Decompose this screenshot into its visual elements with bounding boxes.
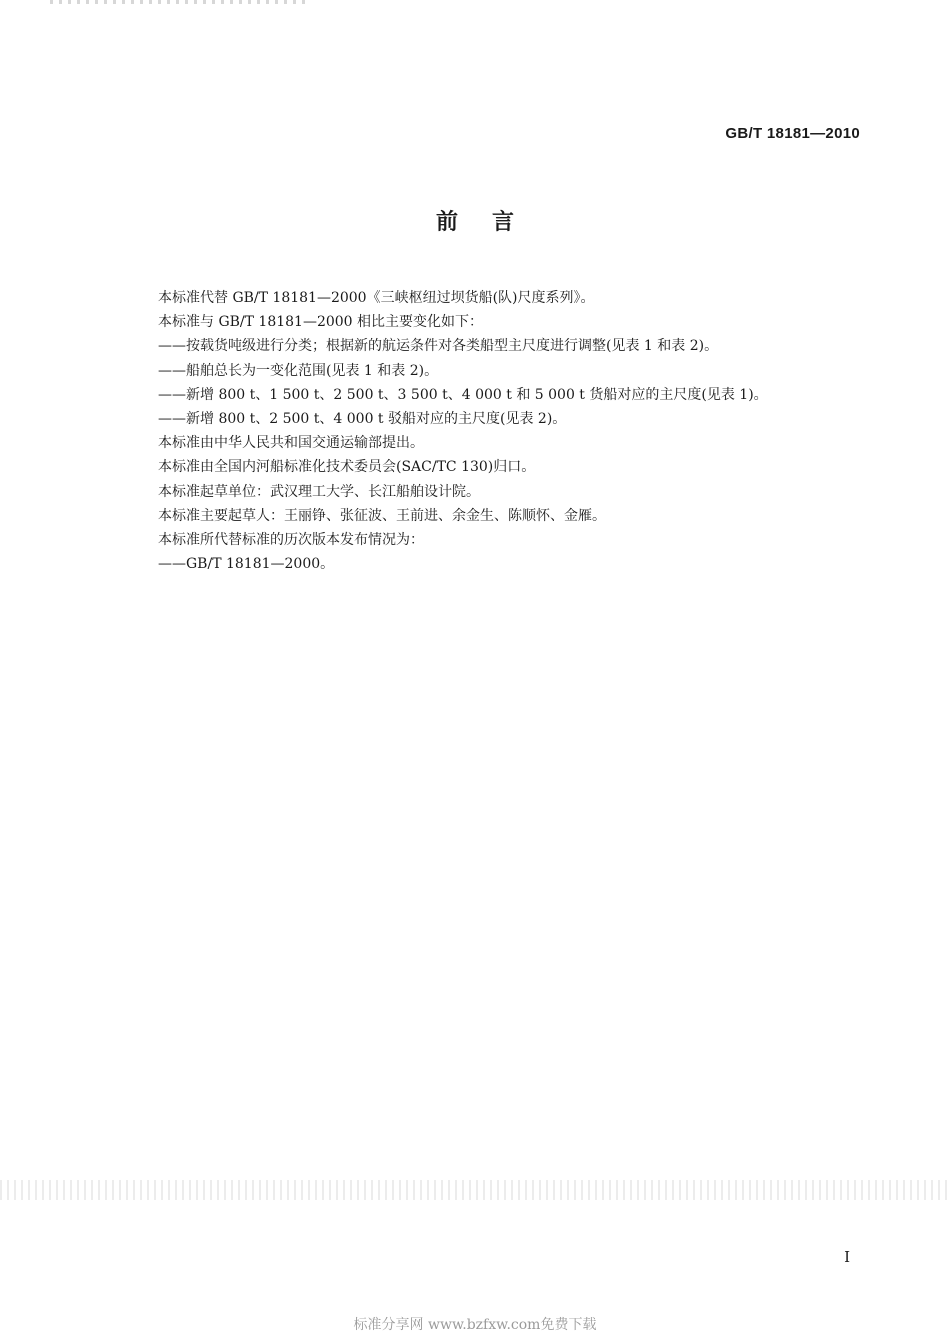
list-item-change-4: ——新增 800 t、2 500 t、4 000 t 驳船对应的主尺度(见表 2)。 xyxy=(158,411,567,428)
list-item-change-2: ——船舶总长为一变化范围(见表 1 和表 2)。 xyxy=(158,362,439,379)
list-item-change-3: ——新增 800 t、1 500 t、2 500 t、3 500 t、4 000 t 和 5 000 t 货船对应的主尺度(见表 1)。 xyxy=(158,386,768,403)
paragraph-history-intro: 本标准所代替标准的历次版本发布情况为： xyxy=(158,532,424,549)
paragraph-drafting-units: 本标准起草单位：武汉理工大学、长江船舶设计院。 xyxy=(158,483,480,500)
standard-code: GB/T 18181—2010 xyxy=(725,125,860,142)
watermark-text: 标准分享网 www.bzfxw.com免费下载 xyxy=(353,1317,597,1333)
paragraph-proposed-by: 本标准由中华人民共和国交通运输部提出。 xyxy=(158,435,424,452)
list-item-history-1: ——GB/T 18181—2000。 xyxy=(158,556,335,573)
scan-noise-band xyxy=(0,1180,950,1200)
scan-noise-top xyxy=(50,0,310,4)
foreword-body xyxy=(158,286,858,576)
paragraph-centralized-by: 本标准由全国内河船标准化技术委员会(SAC/TC 130)归口。 xyxy=(158,459,536,476)
paragraph-replaces: 本标准代替 GB/T 18181—2000《三峡枢纽过坝货船(队)尺度系列》。 xyxy=(158,290,595,306)
page-title: 前言 xyxy=(435,210,548,235)
paragraph-drafters: 本标准主要起草人：王丽铮、张征波、王前进、余金生、陈顺怀、金雁。 xyxy=(158,507,606,524)
page-number: I xyxy=(844,1248,850,1266)
paragraph-changes-intro: 本标准与 GB/T 18181—2000 相比主要变化如下： xyxy=(158,314,484,331)
list-item-change-1: ——按载货吨级进行分类；根据新的航运条件对各类船型主尺度进行调整(见表 1 和表 2)。 xyxy=(158,338,719,355)
